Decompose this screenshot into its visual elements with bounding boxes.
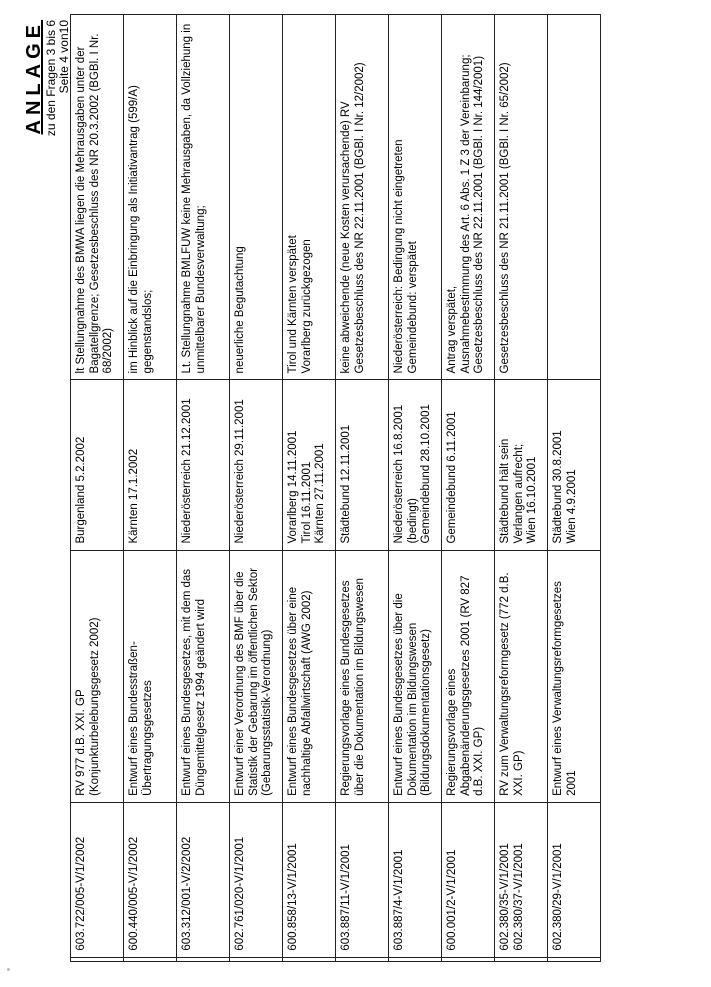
subject-cell: Entwurf eines Bundesgesetzes, mit dem das Düngemittelgesetz 1994 geändert wird — [177, 550, 230, 802]
table-row — [442, 15, 495, 962]
scan-mark — [7, 968, 10, 971]
margin-cell — [336, 957, 389, 961]
request-cell: Niederösterreich 16.8.2001 (bedingt) Gemeindebund 28.10.2001 — [389, 380, 442, 550]
table-row — [177, 15, 230, 962]
annex-table-body — [71, 15, 601, 962]
page-header — [23, 20, 71, 136]
table-row — [124, 15, 177, 962]
table-row — [389, 15, 442, 962]
status-cell: lt Stellungnahme des BMWA liegen die Mehrausgaben unter der Bagatellgrenze; Gesetzesbeschluss des NR 20.3.2002 (BGBl. I Nr. 68/2002) — [71, 15, 124, 380]
subject-cell: Entwurf eines Bundesstraßen-Übertragungsgesetzes — [124, 550, 177, 802]
request-cell: Städtebund 12.11.2001 — [336, 380, 389, 550]
request-cell: Städtebund hält sein Verlangen aufrecht; Wien 16.10.2001 — [495, 380, 548, 550]
status-cell: im Hinblick auf die Einbringung als Initiativantrag (599/A) gegenstandslos; — [124, 15, 177, 380]
request-cell: Burgenland 5.2.2002 — [71, 380, 124, 550]
question-reference: zu den Fragen 3 bis 6 — [44, 20, 58, 137]
subject-cell: Regierungsvorlage eines Abgabenänderungsgesetzes 2001 (RV 827 d.B. XXI. GP) — [442, 550, 495, 802]
status-cell: Tirol und Kärnten verspätet Vorarlberg zurückgezogen — [283, 15, 336, 380]
request-cell: Gemeindebund 6.11.2001 — [442, 380, 495, 550]
margin-cell — [495, 957, 548, 961]
status-cell: Gesetzesbeschluss des NR 21.11.2001 (BGBl. I Nr. 65/2002) — [495, 15, 548, 380]
table-row — [548, 15, 601, 962]
reference-number-cell: 600.858/13-V/1/2001 — [283, 802, 336, 957]
subject-cell: RV 977 d.B. XXI. GP (Konjunkturbelebungsgesetz 2002) — [71, 550, 124, 802]
subject-cell: RV zum Verwaltungsreformgesetz (772 d.B. XXI. GP) — [495, 550, 548, 802]
status-cell — [548, 15, 601, 380]
margin-cell — [124, 957, 177, 961]
margin-cell — [389, 957, 442, 961]
status-cell: keine abweichende (neue Kosten verursachende) RV Gesetzesbeschluss des NR 22.11.2001 (BGBl. I Nr. 12/2002) — [336, 15, 389, 380]
reference-number-cell: 600.001/2-V/1/2001 — [442, 802, 495, 957]
annex-table — [70, 14, 601, 962]
subject-cell: Entwurf eines Bundesgesetzes über eine nachhaltige Abfallwirtschaft (AWG 2002) — [283, 550, 336, 802]
status-cell: neuerliche Begutachtung — [230, 15, 283, 380]
reference-number-cell: 603.312/001-V/2/2002 — [177, 802, 230, 957]
table-row — [336, 15, 389, 962]
margin-cell — [230, 957, 283, 961]
page-number: Seite 4 von10 — [57, 20, 71, 94]
request-cell: Niederösterreich 21.12.2001 — [177, 380, 230, 550]
reference-number-cell: 600.440/005-V/1/2002 — [124, 802, 177, 957]
margin-cell — [442, 957, 495, 961]
request-cell: Kärnten 17.1.2002 — [124, 380, 177, 550]
margin-cell — [548, 957, 601, 961]
table-row — [495, 15, 548, 962]
subject-cell: Entwurf eines Bundesgesetzes über die Dokumentation im Bildungswesen (Bildungsdokumentationsgesetz) — [389, 550, 442, 802]
annex-title: ANLAGE — [23, 20, 45, 135]
reference-number-cell: 602.380/29-V/1/2001 — [548, 802, 601, 957]
reference-number-cell: 603.887/4-V/1/2001 — [389, 802, 442, 957]
request-cell: Niederösterreich 29.11.2001 — [230, 380, 283, 550]
subject-cell: Entwurf einer Verordnung des BMF über die Statistik der Gebarung im öffentlichen Sektor (Gebarungsstatistik-Verordnung) — [230, 550, 283, 802]
margin-cell — [71, 957, 124, 961]
subject-cell: Entwurf eines Verwaltungsreformgesetzes 2001 — [548, 550, 601, 802]
reference-number-cell: 603.722/005-V/1/2002 — [71, 802, 124, 957]
table-row — [283, 15, 336, 962]
margin-cell — [283, 957, 336, 961]
request-cell: Städtebund 30.8.2001 Wien 4.9.2001 — [548, 380, 601, 550]
subject-cell: Regierungsvorlage eines Bundesgesetzes über die Dokumentation im Bildungswesen — [336, 550, 389, 802]
table-row — [71, 15, 124, 962]
rotated-document — [15, 12, 695, 962]
table-row — [230, 15, 283, 962]
margin-cell — [177, 957, 230, 961]
request-cell: Vorarlberg 14.11.2001 Tirol 16.11.2001 Kärnten 27.11.2001 — [283, 380, 336, 550]
status-cell: Niederösterreich: Bedingung nicht eingetreten Gemeindebund: verspätet — [389, 15, 442, 380]
reference-number-cell: 602.761/020-V/1/2001 — [230, 802, 283, 957]
status-cell: Lt. Stellungnahme BMLFUW keine Mehrausgaben, da Vollziehung in unmittelbarer Bundesverwaltung; — [177, 15, 230, 380]
reference-number-cell: 603.887/11-V/1/2001 — [336, 802, 389, 957]
status-cell: Antrag verspätet, Ausnahmebestimmung des Art. 6 Abs. 1 Z 3 der Vereinbarung; Gesetzesbeschluss des NR 22.11.2001 (BGBl. I Nr. 144/2001) — [442, 15, 495, 380]
reference-number-cell: 602.380/35-V/1/2001 602.380/37-V/1/2001 — [495, 802, 548, 957]
